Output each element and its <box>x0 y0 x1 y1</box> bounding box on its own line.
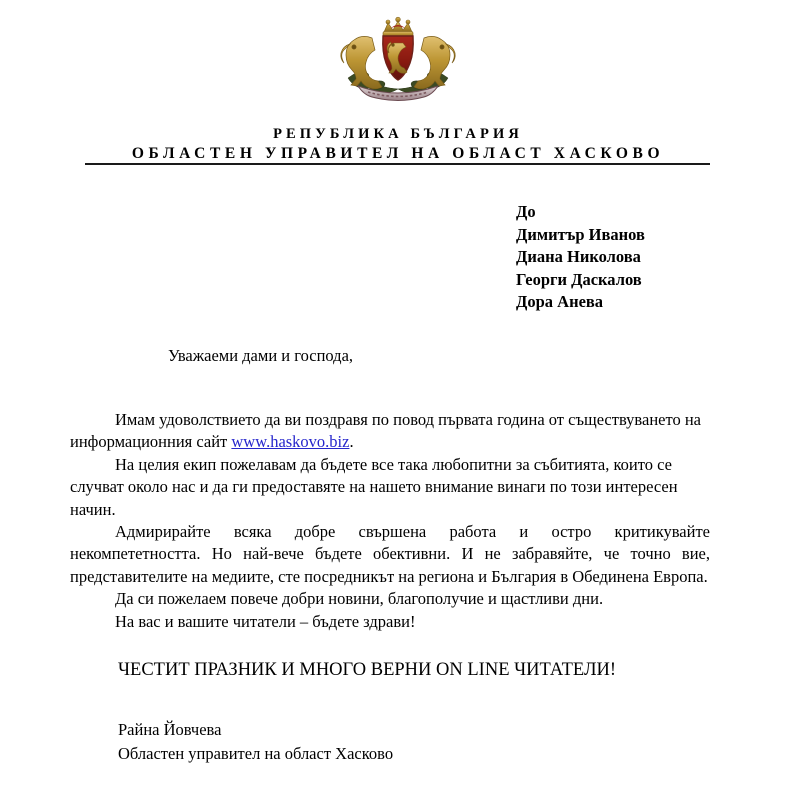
body-paragraph-5: На вас и вашите читатели – бъдете здрави! <box>115 611 416 631</box>
letterhead-line-governor: ОБЛАСТЕН УПРАВИТЕЛ НА ОБЛАСТ ХАСКОВО <box>131 145 665 162</box>
coat-of-arms-of-bulgaria-icon <box>328 14 468 106</box>
holiday-greeting-line: ЧЕСТИТ ПРАЗНИК И МНОГО ВЕРНИ ON LINE ЧИТАТЕЛИ! <box>118 660 617 680</box>
addressee-name: Димитър Иванов <box>516 224 645 244</box>
addressee-prefix: До <box>516 202 536 221</box>
addressee-name: Диана Николова <box>516 247 641 267</box>
body-paragraph-1 <box>70 409 710 454</box>
haskovo-website-link[interactable]: www.haskovo.biz <box>231 432 350 452</box>
signature-block <box>118 718 393 765</box>
addressee-name: Дора Анева <box>516 292 604 312</box>
paragraph-1-text-before-link: Имам удоволствието да ви поздравя по повод първата година от съществуването на информационния сайт <box>70 410 702 452</box>
body-paragraph-2: На целия екип пожелавам да бъдете все така любопитни за събитията, които се случват около нас и да ги предоставяте на нашето внимание винаги по този интересен начин. <box>70 454 678 519</box>
addressee-block <box>516 201 645 314</box>
header-divider <box>85 163 710 165</box>
salutation: Уважаеми дами и господа, <box>168 346 354 365</box>
letterhead-line-republic: РЕПУБЛИКА БЪЛГАРИЯ <box>273 126 523 142</box>
body-paragraph-3: Адмирирайте всяка добре свършена работа и остро критикувайте некомпететността. Но най-вече бъдете обективни. И не забравяйте, че точно вие, представителите на медиите, сте посредникът на региона и България в Обединена Европа. <box>70 522 710 586</box>
letterhead <box>0 125 796 164</box>
body-paragraph-4: Да си пожелаем повече добри новини, благополучие и щастливи дни. <box>115 589 604 609</box>
paragraph-1-text-after-link: . <box>349 432 354 452</box>
emblem-container <box>0 14 796 111</box>
signatory-title: Областен управител на област Хасково <box>118 743 394 763</box>
letter-body <box>70 409 710 633</box>
addressee-name: Георги Даскалов <box>516 269 642 289</box>
signatory-name: Райна Йовчева <box>118 720 222 739</box>
